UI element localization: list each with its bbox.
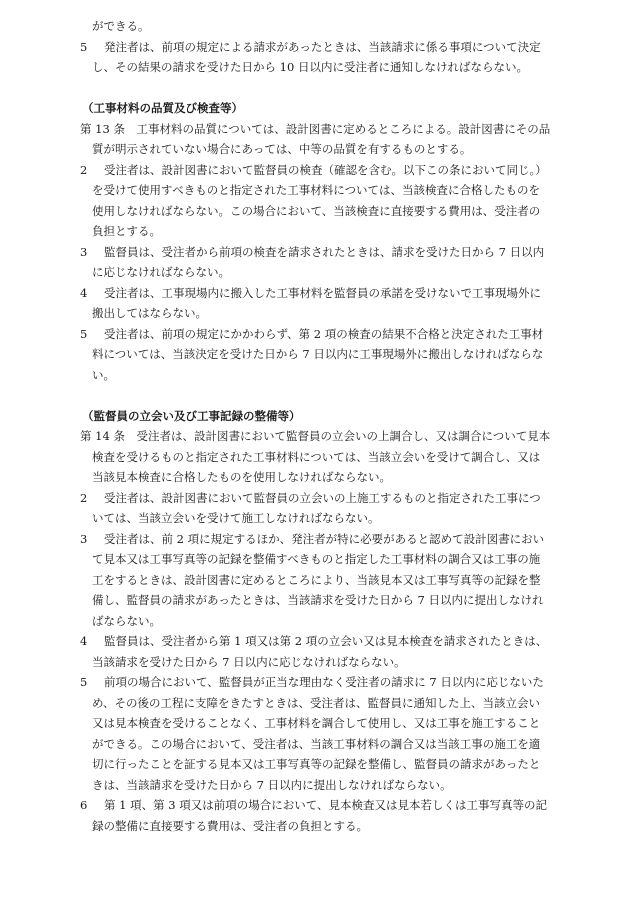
article-13-p1-line-1: 第 13 条 工事材料の品質については、設計図書に定めるところによる。設計図書にその品	[80, 121, 551, 136]
paragraph-number: 3	[80, 244, 88, 259]
paragraph-text: 前項の場合において、監督員が正当な理由なく受注者の請求に 7 日以内に応じないた	[104, 675, 544, 689]
article-13-p5-line-1	[80, 324, 560, 345]
paragraph-number: 4	[80, 634, 88, 648]
paragraph-number: 5	[80, 39, 88, 54]
article-13-heading: （工事材料の品質及び検査等）	[82, 101, 243, 115]
paragraph-line: 検査を受けるものと指定された工事材料については、当該立会いを受けて調合し、又は	[92, 449, 541, 464]
article-14-p2-line-1	[80, 488, 560, 509]
paragraph-number: 3	[80, 531, 88, 546]
paragraph-number: 4	[80, 285, 88, 300]
paragraph-text: 受注者は、設計図書において監督員の立会いの上施工するものと指定された工事につ	[104, 490, 541, 505]
article-14-p1-line-1: 第 14 条 受注者は、設計図書において監督員の立会いの上調合し、又は調合について見本	[80, 429, 551, 443]
paragraph-text: 監督員は、受注者から第 1 項又は第 2 項の立会い又は見本検査を請求されたときは、	[104, 634, 548, 648]
paragraph-line: い。	[92, 367, 115, 382]
paragraph-number: 5	[80, 675, 88, 689]
paragraph-text: 受注者は、前項の規定にかかわらず、第 2 項の検査の結果不合格と決定された工事材	[104, 326, 544, 341]
paragraph-line: 搬出してはならない。	[92, 306, 207, 320]
paragraph-number: 5	[80, 326, 88, 341]
paragraph-line: 当該請求を受けた日から 7 日以内に応じなければならない。	[92, 654, 406, 669]
paragraph-line: ばならない。	[92, 613, 161, 628]
paragraph-text: 監督員は、受注者から前項の検査を請求されたときは、請求を受けた日から 7 日以内	[104, 244, 545, 259]
article-13-p4-line-1	[80, 283, 560, 304]
paragraph-line: 備し、監督員の請求があったときは、当該請求を受けた日から 7 日以内に提出しなけれ	[92, 593, 544, 607]
paragraph-line: 録の整備に直接要する費用は、受注者の負担とする。	[92, 818, 368, 833]
article-14-p4-line-1	[80, 631, 560, 652]
paragraph-line: ができる。	[92, 19, 150, 33]
paragraph-text: 第 1 項、第 3 項又は前項の場合において、見本検査又は見本若しくは工事写真等の記	[104, 798, 548, 812]
paragraph-5-line-1	[80, 37, 560, 58]
document-body	[80, 16, 560, 836]
paragraph-line: 工をするときは、設計図書に定めるところにより、当該見本又は工事写真等の記録を整	[92, 572, 541, 587]
paragraph-line: 当該見本検査に合格したものを使用しなければならない。	[92, 470, 391, 484]
paragraph-line: 又は見本検査を受けることなく、工事材料を調合して使用し、又は工事を施工すること	[92, 716, 541, 730]
paragraph-line: 使用しなければならない。この場合において、当該検査に直接要する費用は、受注者の	[92, 203, 541, 218]
paragraph-number: 2	[80, 490, 88, 505]
article-14-p6-line-1	[80, 795, 560, 816]
article-13-p2-line-1	[80, 160, 560, 181]
paragraph-number: 2	[80, 162, 88, 177]
paragraph-line: 負担とする。	[92, 224, 161, 238]
spacer	[80, 78, 560, 99]
article-14-p3-line-1	[80, 529, 560, 550]
article-13-p1-line-2: 質が明示されていない場合にあっては、中等の品質を有するものとする。	[92, 142, 472, 156]
paragraph-text: 発注者は、前項の規定による請求があったときは、当該請求に係る事項について決定	[104, 39, 541, 54]
paragraph-line: め、その後の工程に支障をきたすときは、受注者は、監督員に通知した上、当該立会い	[92, 695, 541, 710]
paragraph-line: て見本又は工事写真等の記録を整備すべきものと指定した工事材料の調合又は工事の施	[92, 552, 541, 566]
paragraph-line: を受けて使用すべきものと指定された工事材料については、当該検査に合格したものを	[92, 183, 541, 197]
article-14-heading: （監督員の立会い及び工事記録の整備等）	[82, 408, 301, 423]
paragraph-line: 切に行ったことを証する見本又は工事写真等の記録を整備し、監督員の請求があったと	[92, 757, 541, 771]
paragraph-line: し、その結果の請求を受けた日から 10 日以内に受注者に通知しなければならない。	[92, 60, 528, 74]
paragraph-text: 受注者は、工事現場内に搬入した工事材料を監督員の承諾を受けないで工事現場外に	[104, 285, 541, 300]
article-14-p5-line-1	[80, 672, 560, 693]
paragraph-text: 受注者は、前 2 項に規定するほか、発注者が特に必要があると認めて設計図書におい	[104, 531, 545, 546]
paragraph-line: ができる。この場合において、受注者は、当該工事材料の調合又は当該工事の施工を適	[92, 736, 541, 751]
paragraph-line: 料については、当該決定を受けた日から 7 日以内に工事現場外に搬出しなければならな	[92, 347, 544, 361]
article-13-p3-line-1	[80, 242, 560, 263]
paragraph-text: 受注者は、設計図書において監督員の検査（確認を含む。以下この条において同じ。）	[104, 162, 547, 177]
paragraph-line: に応じなければならない。	[92, 265, 230, 279]
spacer	[80, 385, 560, 406]
paragraph-line: いては、当該立会いを受けて施工しなければならない。	[92, 511, 380, 525]
paragraph-line: きは、当該請求を受けた日から 7 日以内に提出しなければならない。	[92, 777, 452, 792]
paragraph-number: 6	[80, 798, 88, 812]
